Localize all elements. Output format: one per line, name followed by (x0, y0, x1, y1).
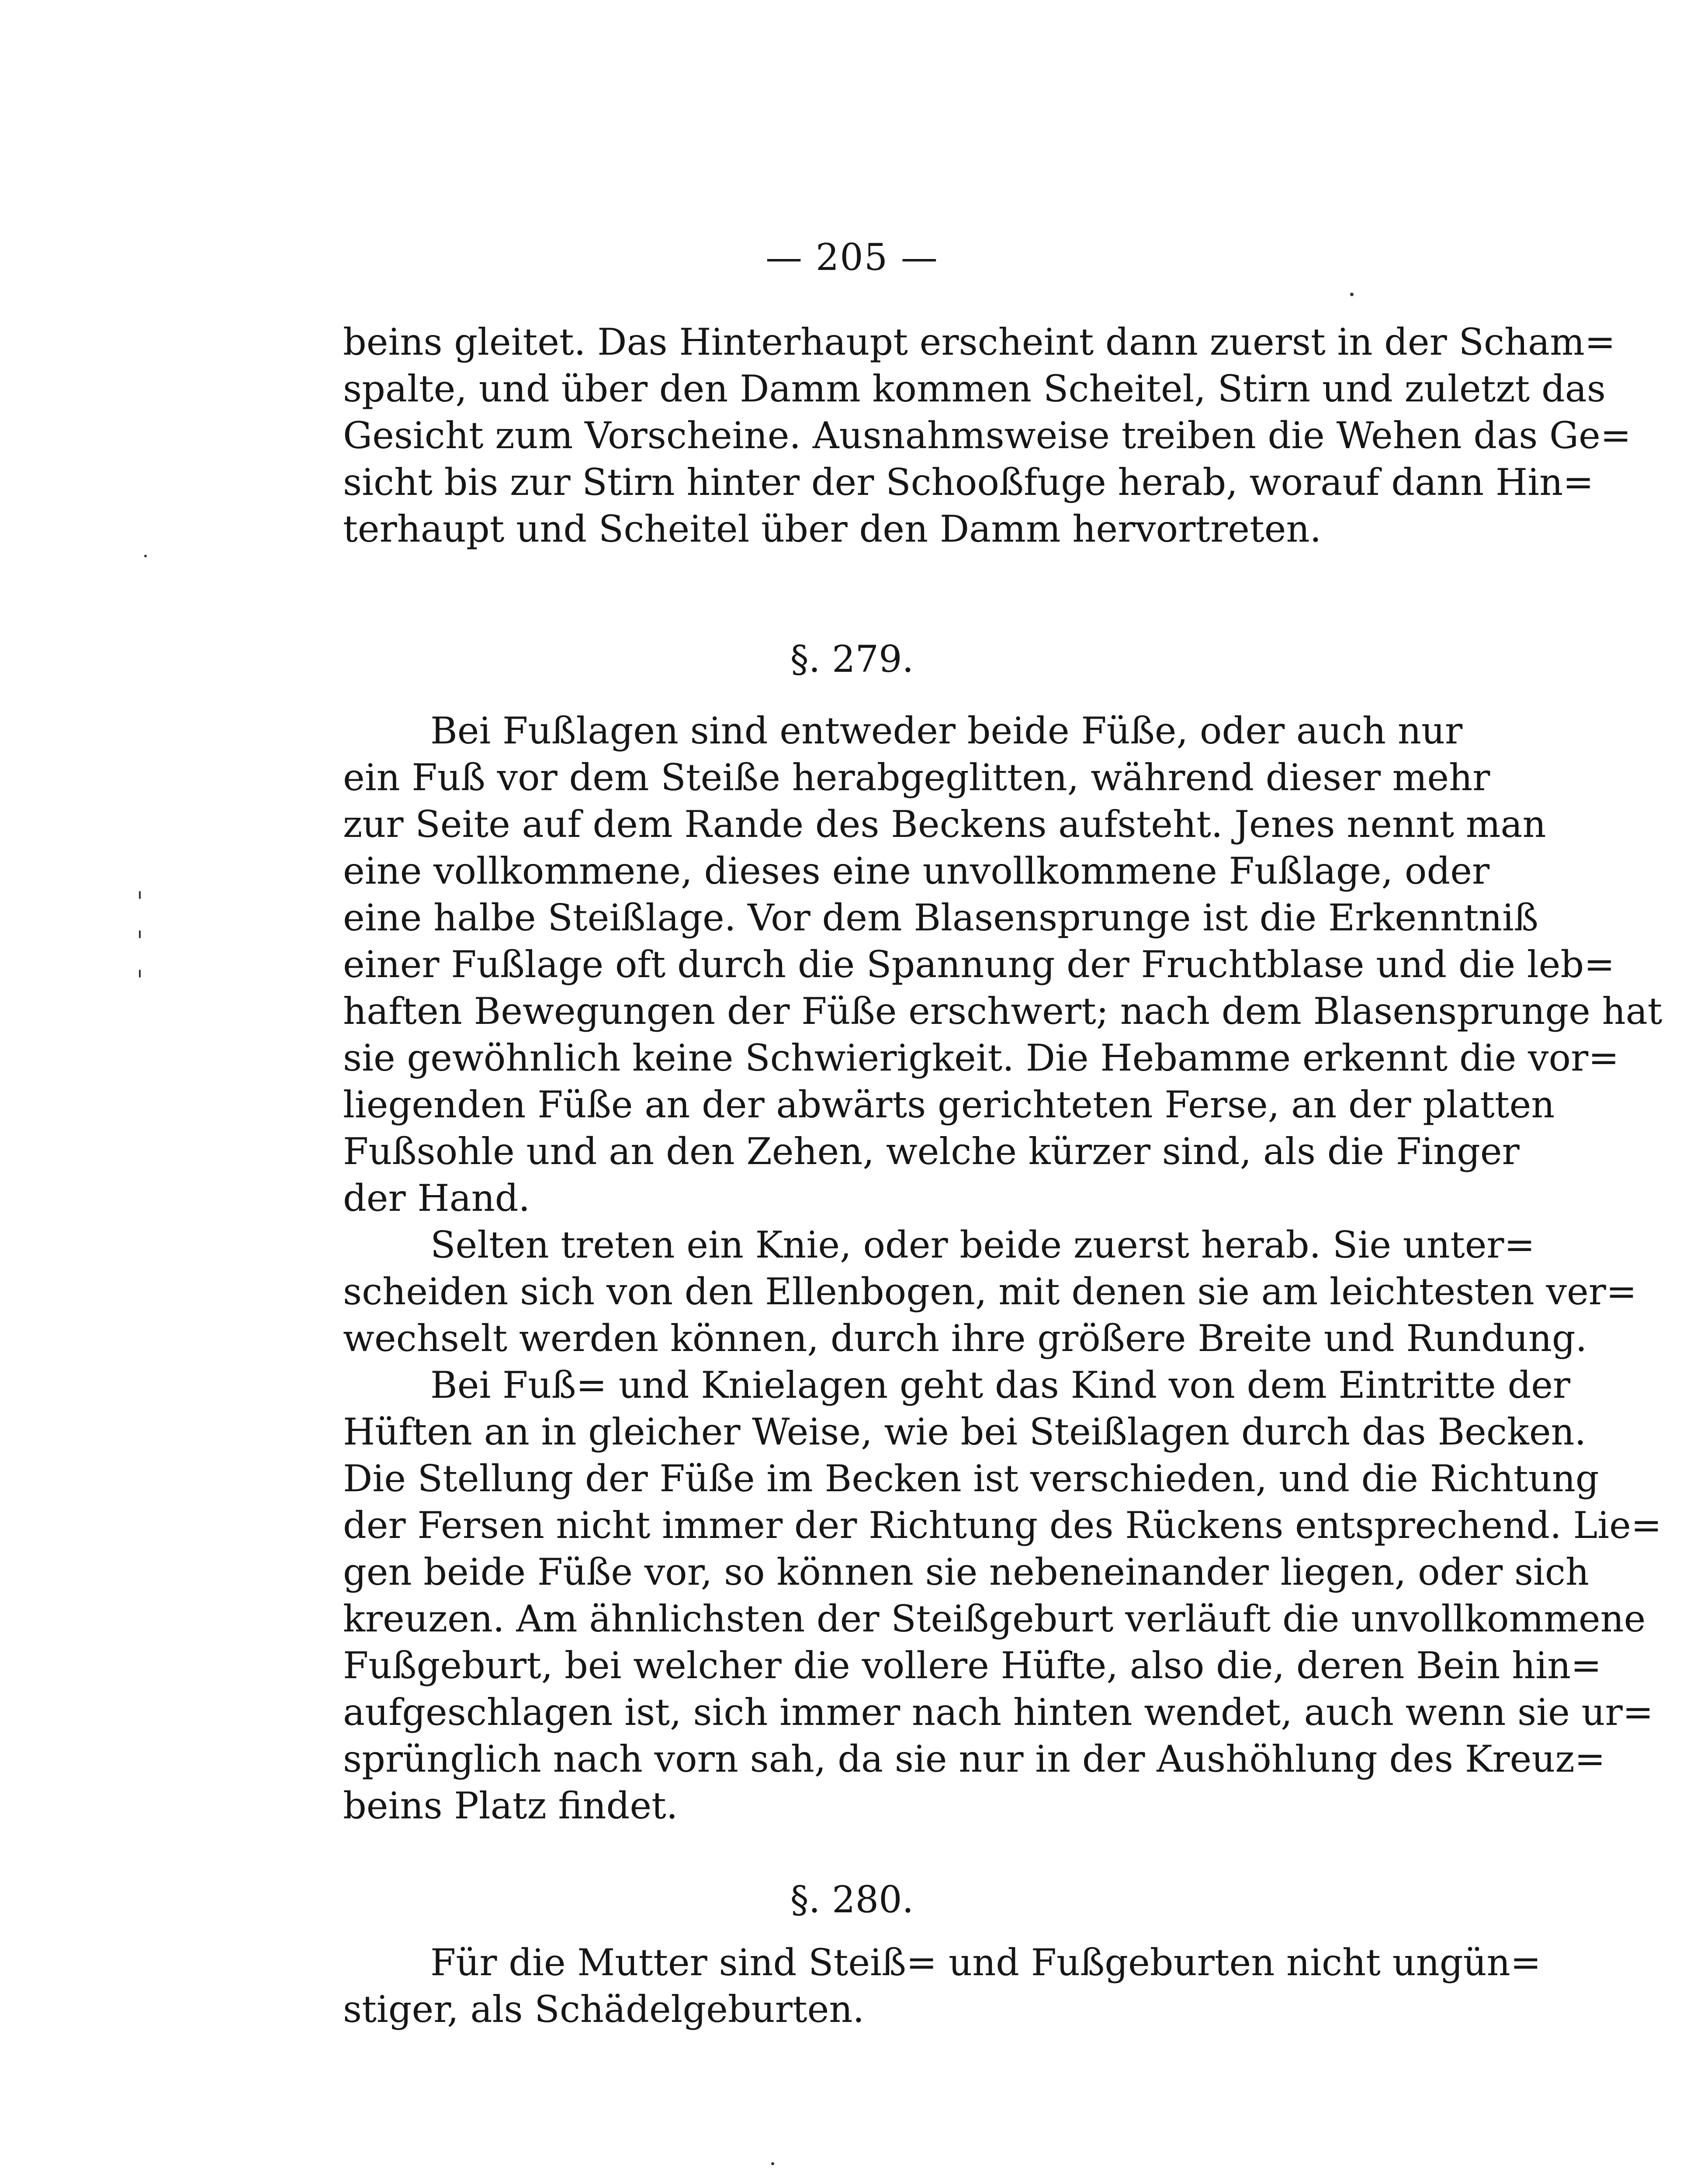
text-line: haften Bewegungen der Füße erschwert; nach dem Blasensprunge hat (343, 990, 1662, 1033)
scan-speck (144, 555, 147, 557)
text-line: Hüften an in gleicher Weise, wie bei Steißlagen durch das Becken. (343, 1410, 1586, 1453)
text-line: ein Fuß vor dem Steiße herabgeglitten, während dieser mehr (343, 756, 1490, 799)
text-line: wechselt werden können, durch ihre größere Breite und Rundung. (343, 1317, 1587, 1360)
text-line: liegenden Füße an der abwärts gerichteten Ferse, an der platten (343, 1083, 1555, 1126)
text-line: beins gleitet. Das Hinterhaupt erscheint dann zuerst in der Scham= (343, 321, 1616, 363)
text-line: Die Stellung der Füße im Becken ist verschieden, und die Richtung (343, 1457, 1599, 1500)
text-line: sie gewöhnlich keine Schwierigkeit. Die Hebamme erkennt die vor= (343, 1037, 1619, 1079)
text-line: sprünglich nach vorn sah, da sie nur in der Aushöhlung des Kreuz= (343, 1738, 1606, 1780)
section-heading-279: §. 279. (790, 638, 914, 681)
text-line: der Hand. (343, 1177, 530, 1220)
text-line: Bei Fußlagen sind entweder beide Füße, oder auch nur (430, 709, 1463, 752)
text-line: scheiden sich von den Ellenbogen, mit denen sie am leichtesten ver= (343, 1270, 1637, 1313)
text-line: kreuzen. Am ähnlichsten der Steißgeburt verläuft die unvollkommene (343, 1597, 1646, 1640)
text-line: spalte, und über den Damm kommen Scheitel, Stirn und zuletzt das (343, 367, 1606, 410)
section-280-body (343, 1939, 1541, 2033)
section-heading-280: §. 280. (790, 1878, 914, 1921)
text-line: der Fersen nicht immer der Richtung des Rückens entsprechend. Lie= (343, 1504, 1662, 1547)
text-line: zur Seite auf dem Rande des Beckens aufsteht. Jenes nennt man (343, 803, 1546, 846)
text-line: einer Fußlage oft durch die Spannung der Fruchtblase und die leb= (343, 943, 1615, 986)
text-line: Fußgeburt, bei welcher die vollere Hüfte, also die, deren Bein hin= (343, 1644, 1602, 1687)
text-line: aufgeschlagen ist, sich immer nach hinten wendet, auch wenn sie ur= (343, 1691, 1654, 1734)
text-line: Selten treten ein Knie, oder beide zuerst herab. Sie unter= (430, 1223, 1535, 1266)
text-line: eine halbe Steißlage. Vor dem Blasensprunge ist die Erkenntniß (343, 896, 1538, 939)
text-line: beins Platz findet. (343, 1784, 678, 1827)
scan-speck (1350, 293, 1354, 296)
section-279-body (343, 708, 1662, 1829)
scan-speck (139, 891, 141, 899)
text-line: eine vollkommene, dieses eine unvollkommene Fußlage, oder (343, 850, 1490, 892)
text-line: terhaupt und Scheitel über den Damm hervortreten. (343, 508, 1322, 550)
text-line: gen beide Füße vor, so können sie nebeneinander liegen, oder sich (343, 1551, 1590, 1593)
text-line: Für die Mutter sind Steiß= und Fußgeburten nicht ungün= (430, 1941, 1541, 1984)
page-number: — 205 — (765, 236, 939, 279)
text-line: Gesicht zum Vorscheine. Ausnahmsweise treiben die Wehen das Ge= (343, 414, 1631, 457)
text-line: stiger, als Schädelgeburten. (343, 1988, 865, 2031)
paragraph-continuation (343, 319, 1631, 553)
text-line: sicht bis zur Stirn hinter der Schooßfuge herab, worauf dann Hin= (343, 461, 1594, 504)
text-line: Bei Fuß= und Knielagen geht das Kind von dem Eintritte der (430, 1364, 1571, 1406)
scan-speck (139, 930, 141, 938)
scan-speck (139, 970, 141, 978)
scan-speck (771, 2162, 774, 2165)
text-line: Fußsohle und an den Zehen, welche kürzer sind, als die Finger (343, 1130, 1520, 1173)
